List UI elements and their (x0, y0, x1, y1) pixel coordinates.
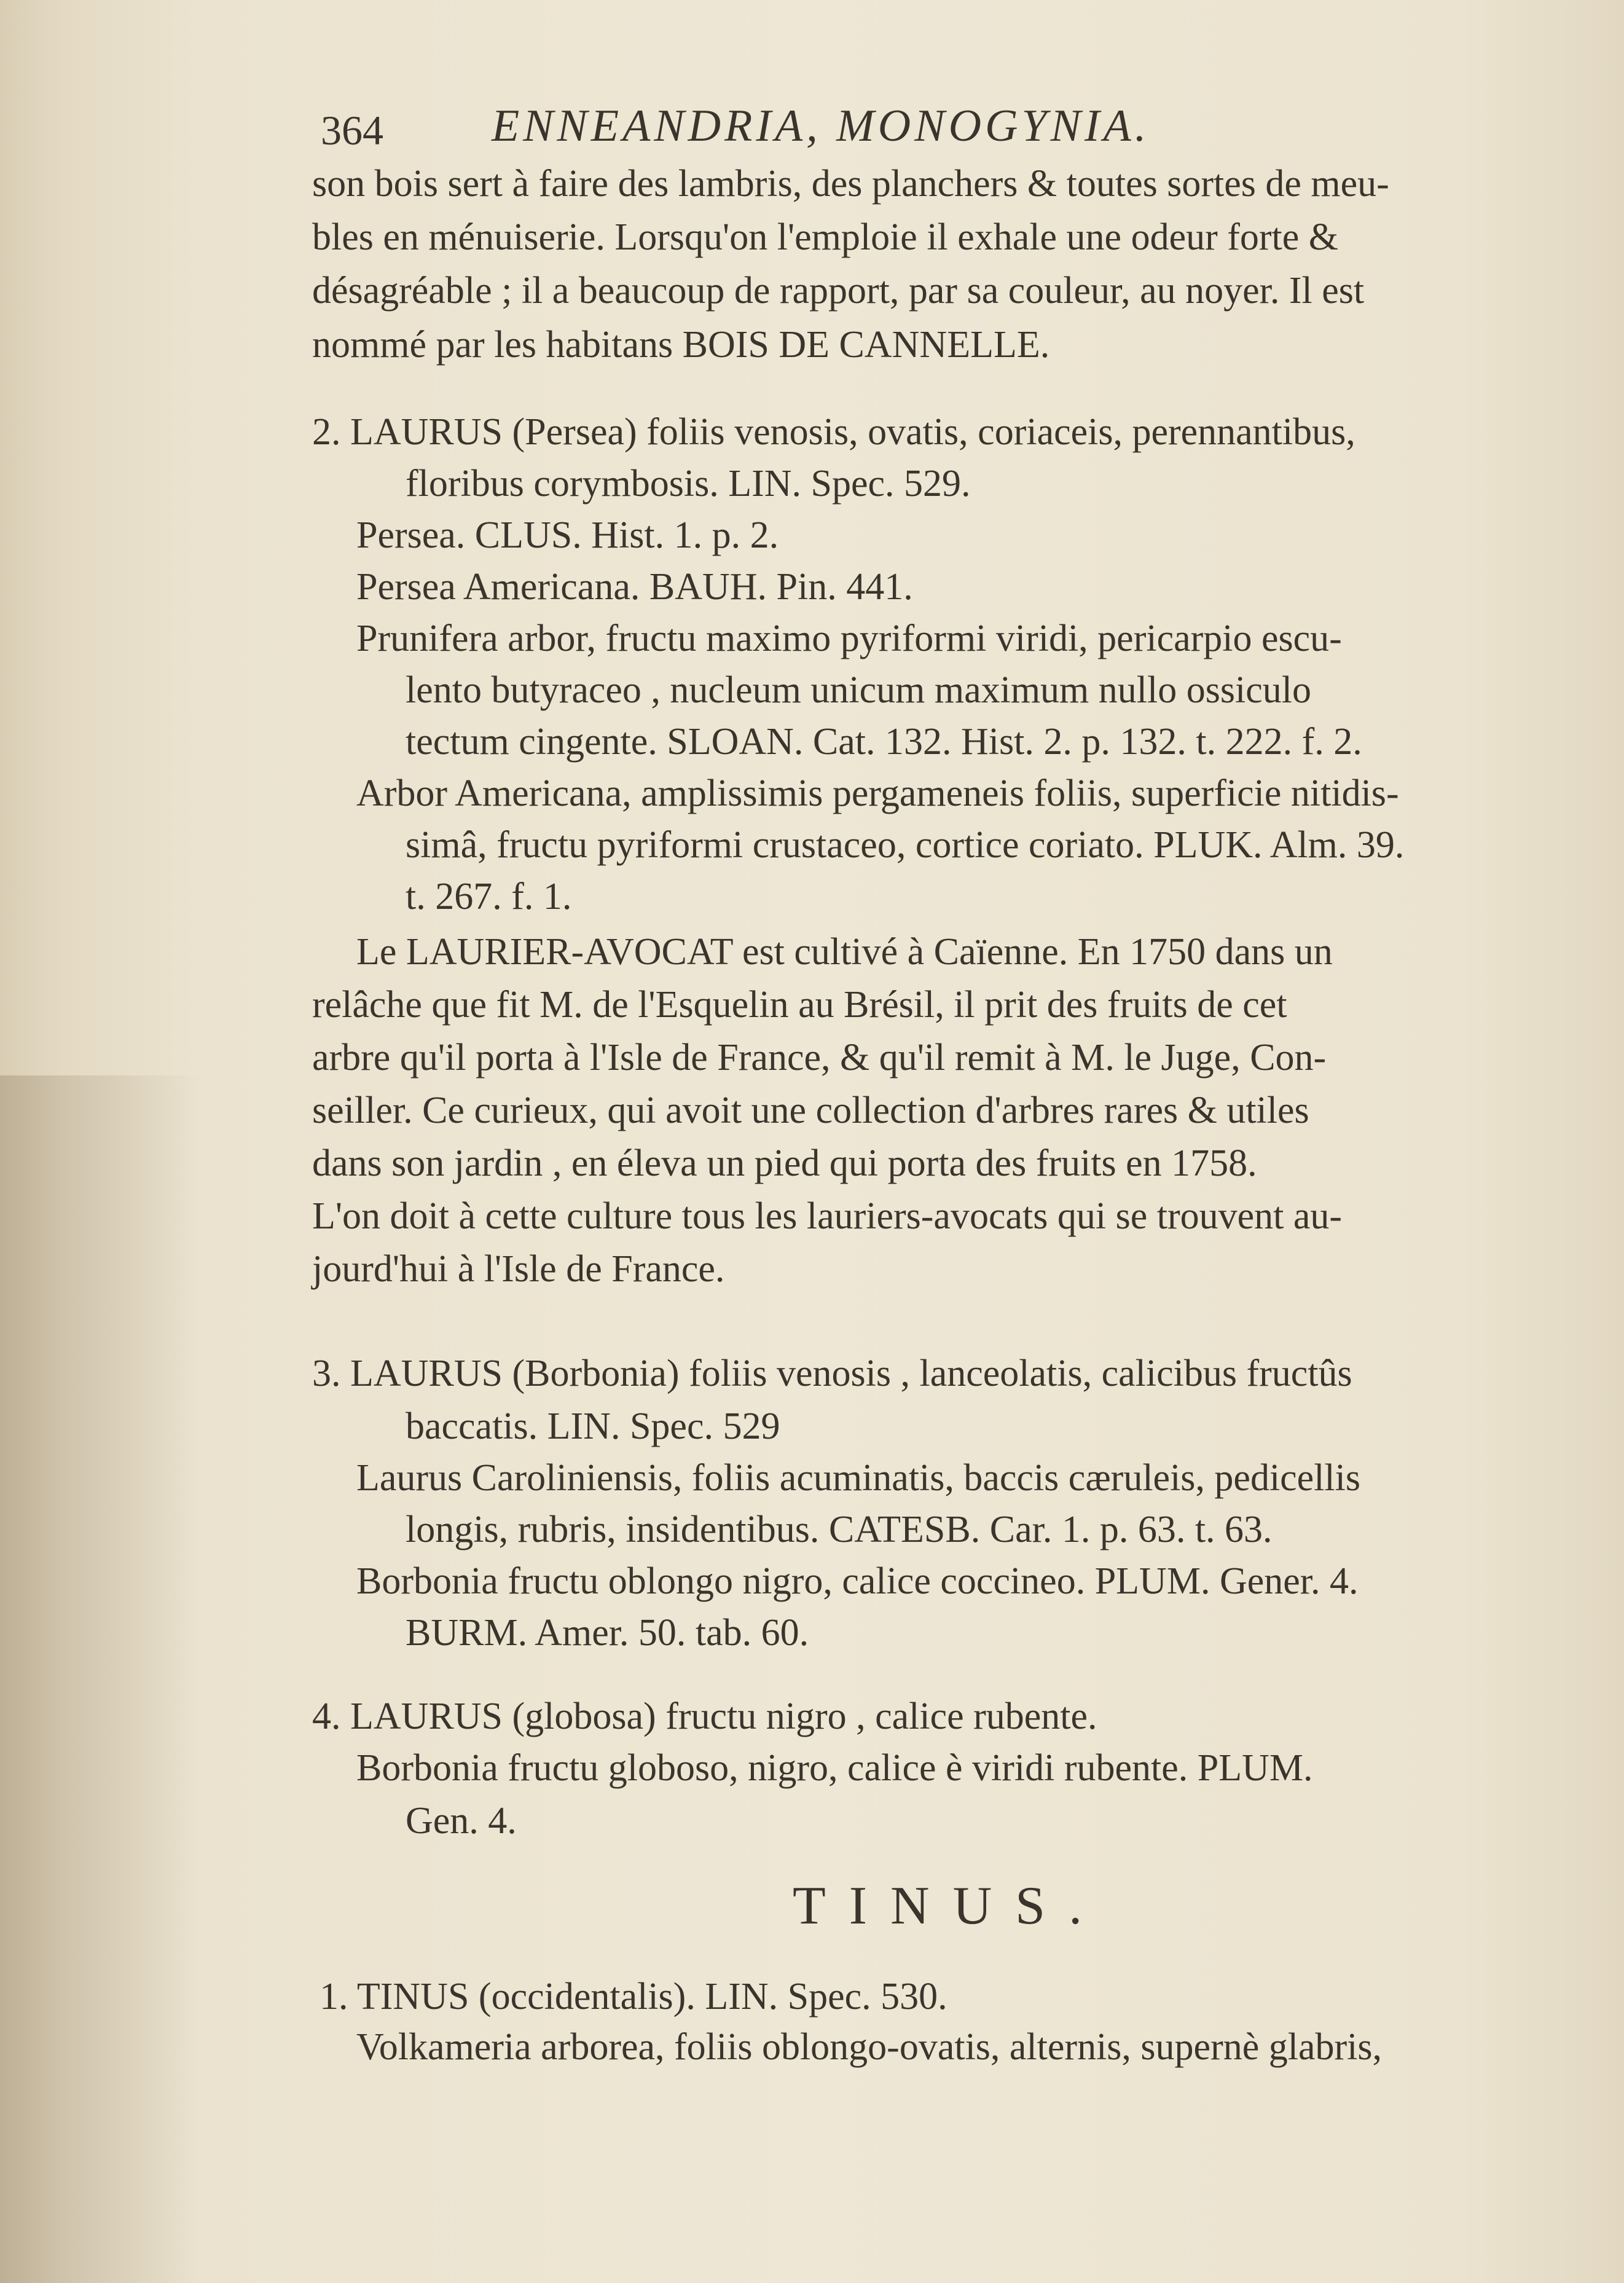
text-line: Arbor Americana, amplissimis pergameneis foliis, superficie nitidis- (356, 772, 1399, 814)
text-line: tectum cingente. SLOAN. Cat. 132. Hist. 2. p. 132. t. 222. f. 2. (406, 721, 1362, 763)
running-title: ENNEANDRIA, MONOGYNIA. (492, 101, 1150, 151)
text-line: Prunifera arbor, fructu maximo pyriformi viridi, pericarpio escu- (356, 618, 1342, 659)
text-line: Persea Americana. BAUH. Pin. 441. (356, 566, 913, 608)
text-line: bles en ménuiserie. Lorsqu'on l'emploie il exhale une odeur forte & (312, 216, 1339, 258)
text-line: Volkameria arborea, foliis oblongo-ovatis, alternis, supernè glabris, (356, 2026, 1382, 2068)
text-line: BURM. Amer. 50. tab. 60. (406, 1612, 809, 1654)
text-line: t. 267. f. 1. (406, 876, 572, 918)
page-number: 364 (321, 107, 383, 154)
text-line: relâche que fit M. de l'Esquelin au Brésil, il prit des fruits de cet (312, 984, 1287, 1026)
text-line: 3. LAURUS (Borbonia) foliis venosis , lanceolatis, calicibus fructûs (312, 1353, 1352, 1394)
text-line: longis, rubris, insidentibus. CATESB. Car. 1. p. 63. t. 63. (406, 1509, 1273, 1550)
page-shadow (0, 1075, 203, 2283)
text-line: dans son jardin , en éleva un pied qui porta des fruits en 1758. (312, 1142, 1257, 1184)
text-line: jourd'hui à l'Isle de France. (312, 1248, 725, 1290)
text-line: Le LAURIER-AVOCAT est cultivé à Caïenne. En 1750 dans un (356, 931, 1333, 973)
text-line: son bois sert à faire des lambris, des planchers & toutes sortes de meu- (312, 163, 1389, 205)
text-line: arbre qu'il porta à l'Isle de France, & qu'il remit à M. le Juge, Con- (312, 1037, 1327, 1079)
text-line: Laurus Caroliniensis, foliis acuminatis, baccis cæruleis, pedicellis (356, 1457, 1361, 1499)
text-line: baccatis. LIN. Spec. 529 (406, 1405, 780, 1447)
text-line: Borbonia fructu oblongo nigro, calice coccineo. PLUM. Gener. 4. (356, 1560, 1359, 1602)
text-line: 2. LAURUS (Persea) foliis venosis, ovatis, coriaceis, perennantibus, (312, 411, 1355, 453)
text-line: 1. TINUS (occidentalis). LIN. Spec. 530. (320, 1976, 947, 2018)
section-title: TINUS. (793, 1876, 1106, 1936)
text-line: 4. LAURUS (globosa) fructu nigro , calice rubente. (312, 1696, 1097, 1737)
text-line: Borbonia fructu globoso, nigro, calice è viridi rubente. PLUM. (356, 1747, 1313, 1789)
text-line: floribus corymbosis. LIN. Spec. 529. (406, 463, 971, 505)
text-line: Gen. 4. (406, 1800, 517, 1842)
text-line: nommé par les habitans BOIS DE CANNELLE. (312, 324, 1050, 366)
text-line: L'on doit à cette culture tous les lauriers-avocats qui se trouvent au- (312, 1195, 1342, 1237)
text-line: simâ, fructu pyriformi crustaceo, cortice coriato. PLUK. Alm. 39. (406, 824, 1405, 866)
text-line: seiller. Ce curieux, qui avoit une collection d'arbres rares & utiles (312, 1090, 1309, 1131)
text-line: Persea. CLUS. Hist. 1. p. 2. (356, 514, 779, 556)
text-line: lento butyraceo , nucleum unicum maximum nullo ossiculo (406, 669, 1311, 711)
text-line: désagréable ; il a beaucoup de rapport, par sa couleur, au noyer. Il est (312, 270, 1365, 312)
